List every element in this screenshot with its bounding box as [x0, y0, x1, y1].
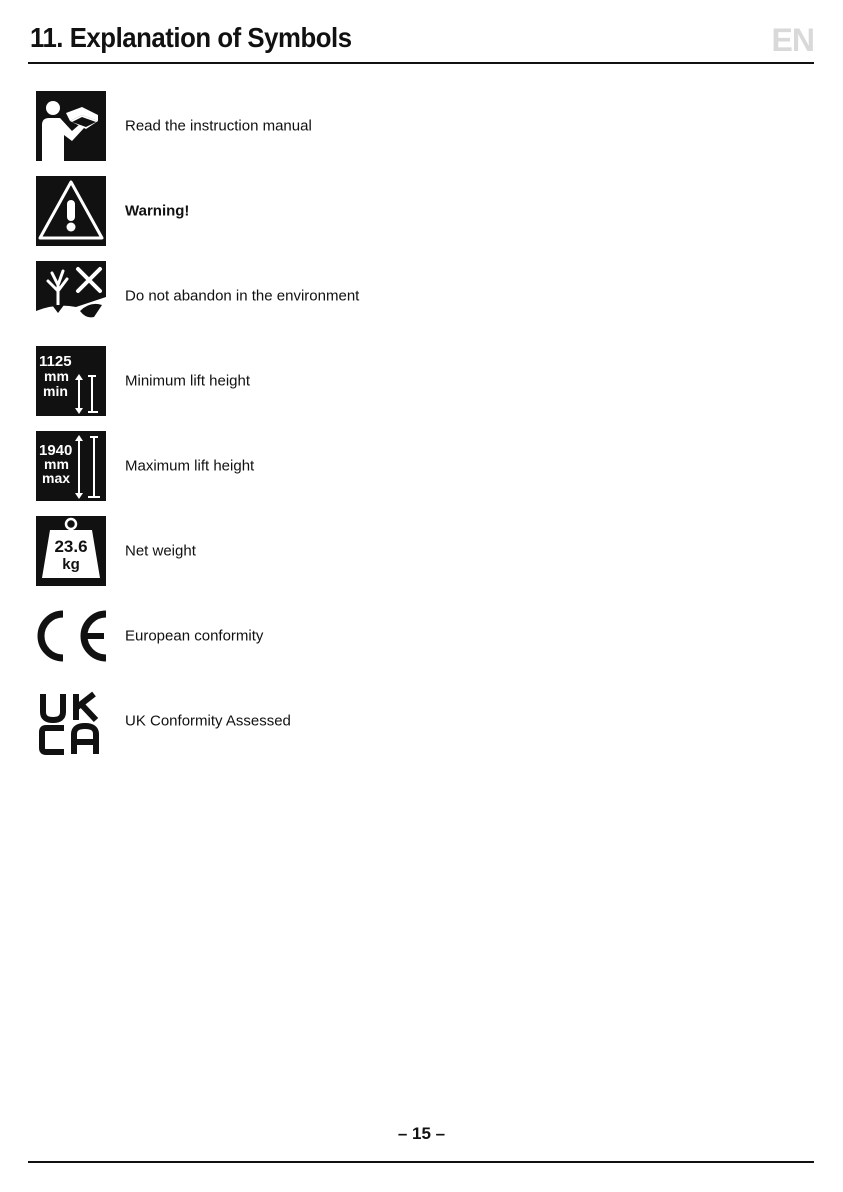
- symbol-row-do-not-dispose: [36, 261, 736, 331]
- header-divider: [28, 62, 814, 64]
- min-lift-height-icon: [36, 346, 106, 416]
- read-manual-icon: [36, 91, 106, 161]
- icon-qualifier-text: max: [42, 470, 71, 486]
- icon-value-text: 23.6: [54, 537, 88, 556]
- symbol-label: Minimum lift height: [125, 372, 251, 390]
- symbol-label: Warning!: [125, 202, 190, 220]
- symbol-row-ce: [36, 601, 736, 671]
- symbol-row-warning: [36, 176, 736, 246]
- symbol-row-min-lift-height: [36, 346, 736, 416]
- net-weight-icon: [36, 516, 106, 586]
- symbol-row-read-manual: [36, 91, 736, 161]
- symbol-row-net-weight: [36, 516, 736, 586]
- footer-divider: [28, 1161, 814, 1163]
- symbol-label: Read the instruction manual: [125, 117, 312, 135]
- symbol-label: Do not abandon in the environment: [125, 287, 360, 305]
- icon-value-text: 1125: [39, 353, 72, 370]
- icon-unit-text: kg: [62, 556, 80, 573]
- icon-unit-text: mm: [44, 368, 69, 384]
- symbol-label: UK Conformity Assessed: [125, 712, 291, 730]
- ukca-mark-icon: [36, 686, 106, 756]
- ce-mark-icon: [36, 601, 106, 671]
- symbol-label: European conformity: [125, 627, 264, 645]
- page-title: 11. Explanation of Symbols: [30, 22, 352, 53]
- symbol-row-ukca: [36, 686, 736, 756]
- icon-value-text: 1940: [39, 442, 73, 459]
- symbol-label: Maximum lift height: [125, 457, 255, 475]
- do-not-dispose-icon: [36, 261, 106, 331]
- warning-icon: [36, 176, 106, 246]
- icon-qualifier-text: min: [43, 383, 68, 399]
- page-number: – 15 –: [397, 1124, 446, 1143]
- symbol-label: Net weight: [125, 542, 196, 560]
- icon-unit-text: mm: [44, 456, 69, 472]
- language-badge: EN: [771, 22, 814, 58]
- symbol-row-max-lift-height: [36, 431, 736, 501]
- max-lift-height-icon: [36, 431, 106, 501]
